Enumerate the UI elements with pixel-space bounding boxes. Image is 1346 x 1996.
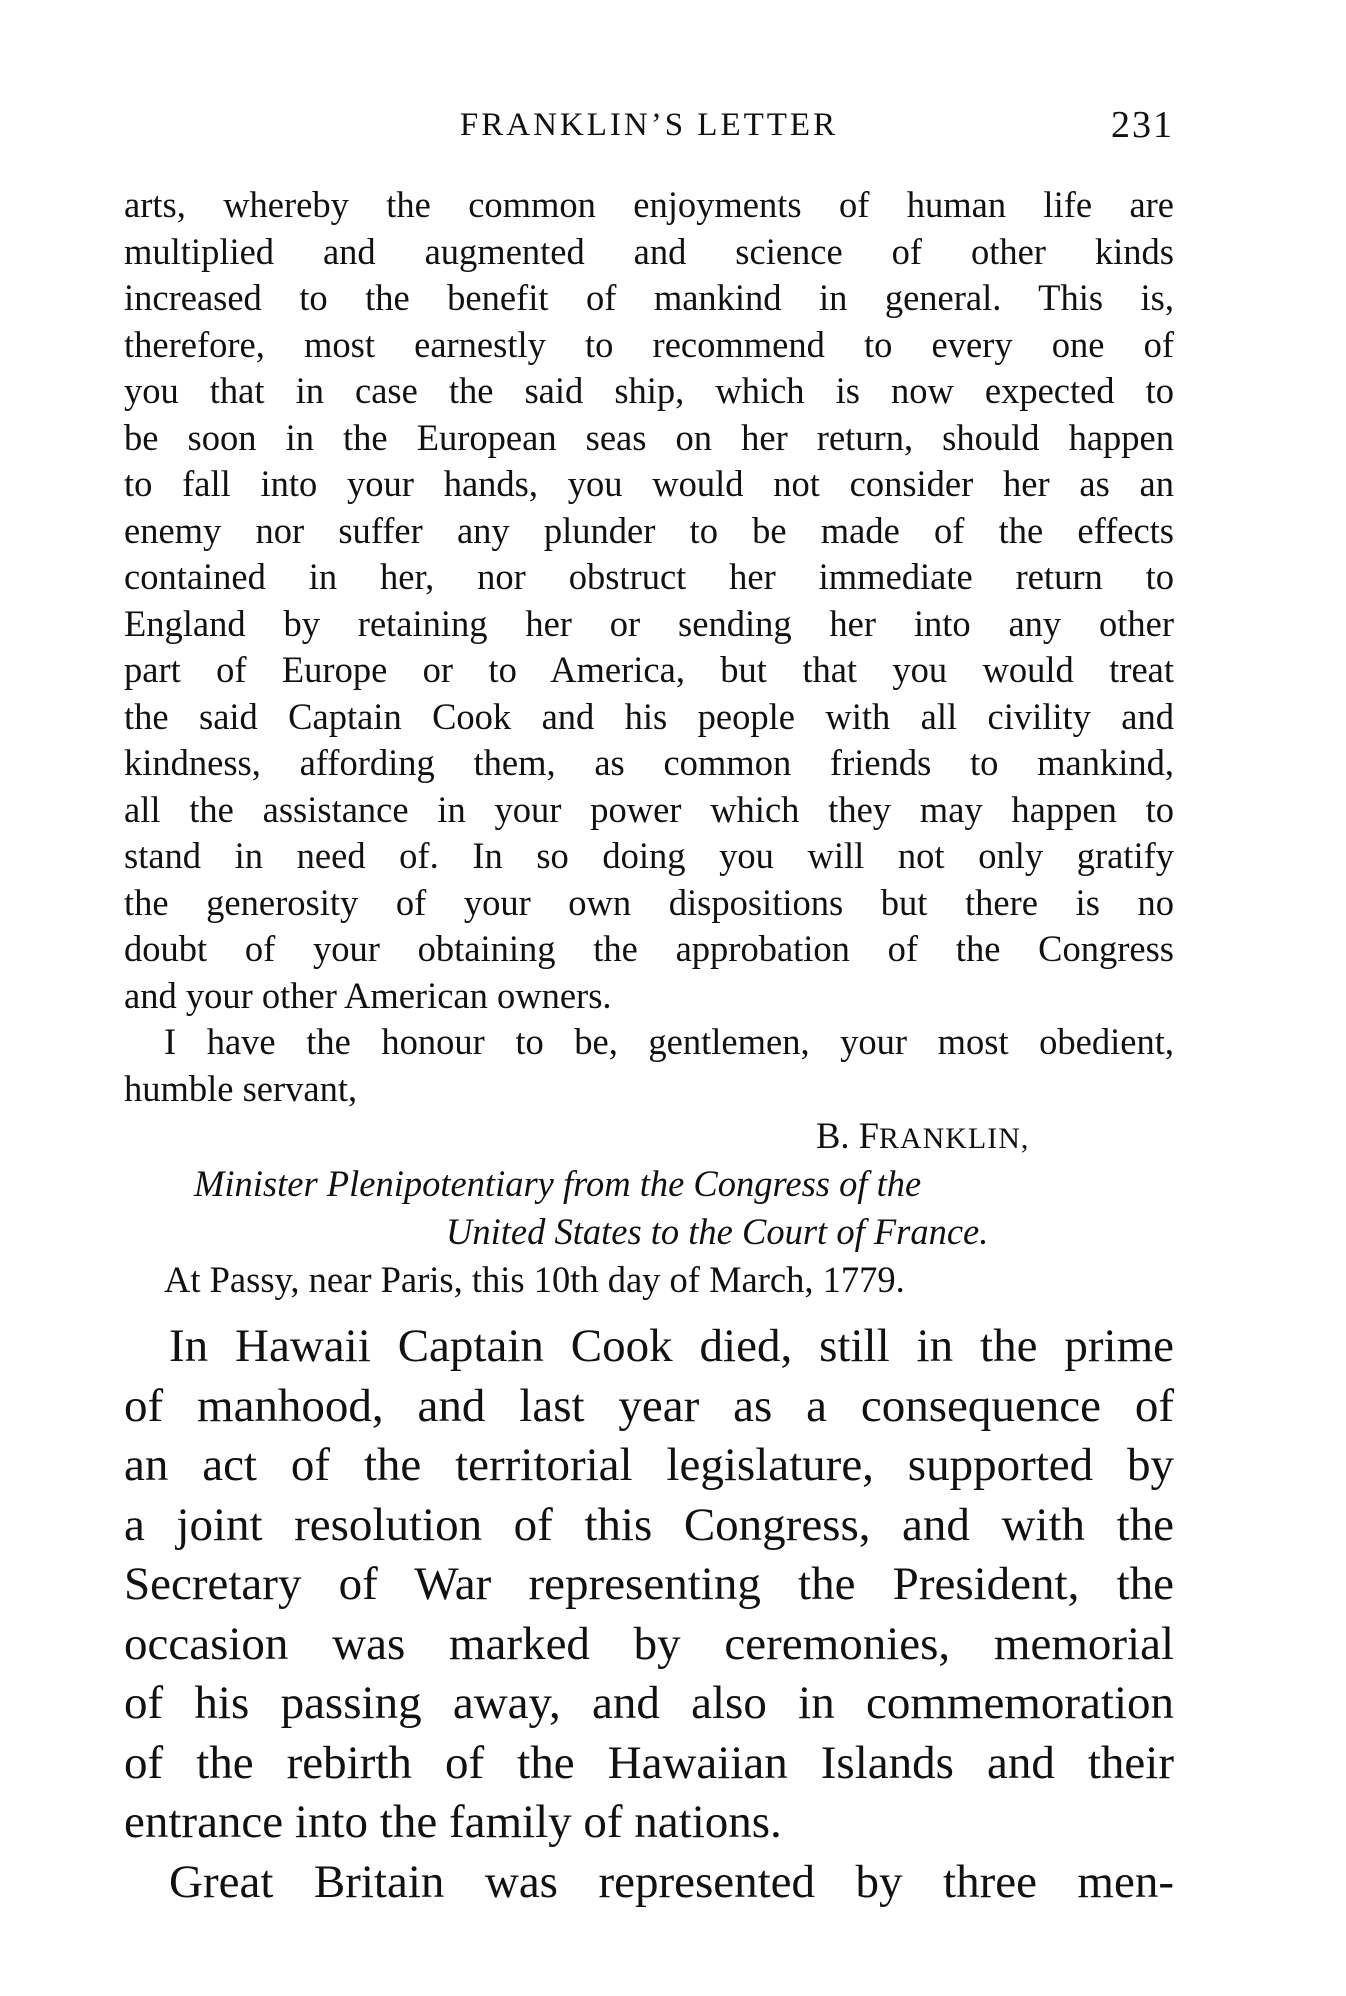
closing-line: humble servant,	[124, 1067, 358, 1109]
narrative-line: of the rebirth of the Hawaiian Islands and their	[124, 1736, 1174, 1789]
letter-line: you that in case the said ship, which is now expected to	[124, 370, 1174, 411]
narrative-line: Secretary of War representing the President, the	[124, 1558, 1174, 1610]
letter-line: part of Europe or to America, but that you would treat	[124, 649, 1174, 690]
narrative-line: occasion was marked by ceremonies, memorial	[124, 1617, 1174, 1670]
dateline: At Passy, near Paris, this 10th day of March, 1779.	[164, 1259, 905, 1300]
signature-name	[124, 1112, 1174, 1160]
running-title: FRANKLIN’S LETTER	[459, 107, 839, 143]
letter-line: therefore, most earnestly to recommend to every one of	[124, 323, 1174, 365]
signature-title-line: Minister Plenipotentiary from the Congress of the	[194, 1163, 922, 1204]
letter-line: all the assistance in your power which they may happen to	[124, 788, 1174, 830]
narrative-line: entrance into the family of nations.	[124, 1796, 782, 1848]
letter-line: enemy nor suffer any plunder to be made of the effects	[124, 509, 1174, 551]
narrative-line: of his passing away, and also in commemoration	[124, 1677, 1174, 1729]
letter-excerpt	[124, 182, 1174, 1304]
signature-name-rest: RANKLIN,	[878, 1122, 1030, 1155]
letter-line: stand in need of. In so doing you will not only gratify	[124, 835, 1174, 876]
page-number: 231	[1111, 104, 1174, 146]
letter-line: to fall into your hands, you would not consider her as an	[124, 463, 1174, 504]
closing-line: I have the honour to be, gentlemen, your most obedient,	[164, 1021, 1174, 1062]
letter-line: and your other American owners.	[124, 974, 612, 1016]
narrative-text	[124, 1317, 1174, 1912]
letter-line: increased to the benefit of mankind in general. This is,	[124, 277, 1174, 318]
narrative-line: an act of the territorial legislature, supported by	[124, 1439, 1174, 1491]
letter-line: kindness, affording them, as common friends to mankind,	[124, 742, 1174, 783]
letter-line: the generosity of your own dispositions but there is no	[124, 881, 1174, 923]
signature-initial: B. F	[816, 1115, 879, 1156]
letter-line: contained in her, nor obstruct her immediate return to	[124, 556, 1174, 597]
letter-line: arts, whereby the common enjoyments of human life are	[124, 184, 1174, 225]
letter-line: the said Captain Cook and his people with all civility and	[124, 695, 1174, 737]
running-header	[124, 100, 1174, 150]
letter-line: be soon in the European seas on her return, should happen	[124, 416, 1174, 458]
signature-title-line: United States to the Court of France.	[446, 1211, 989, 1252]
narrative-line: of manhood, and last year as a consequence of	[124, 1379, 1174, 1432]
letter-line: England by retaining her or sending her into any other	[124, 602, 1174, 644]
narrative-line: a joint resolution of this Congress, and with the	[124, 1498, 1174, 1551]
letter-line: doubt of your obtaining the approbation of the Congress	[124, 928, 1174, 969]
narrative-line: In Hawaii Captain Cook died, still in the prime	[169, 1320, 1174, 1372]
letter-line: multiplied and augmented and science of other kinds	[124, 230, 1174, 272]
narrative-line: Great Britain was represented by three men-	[169, 1855, 1174, 1908]
